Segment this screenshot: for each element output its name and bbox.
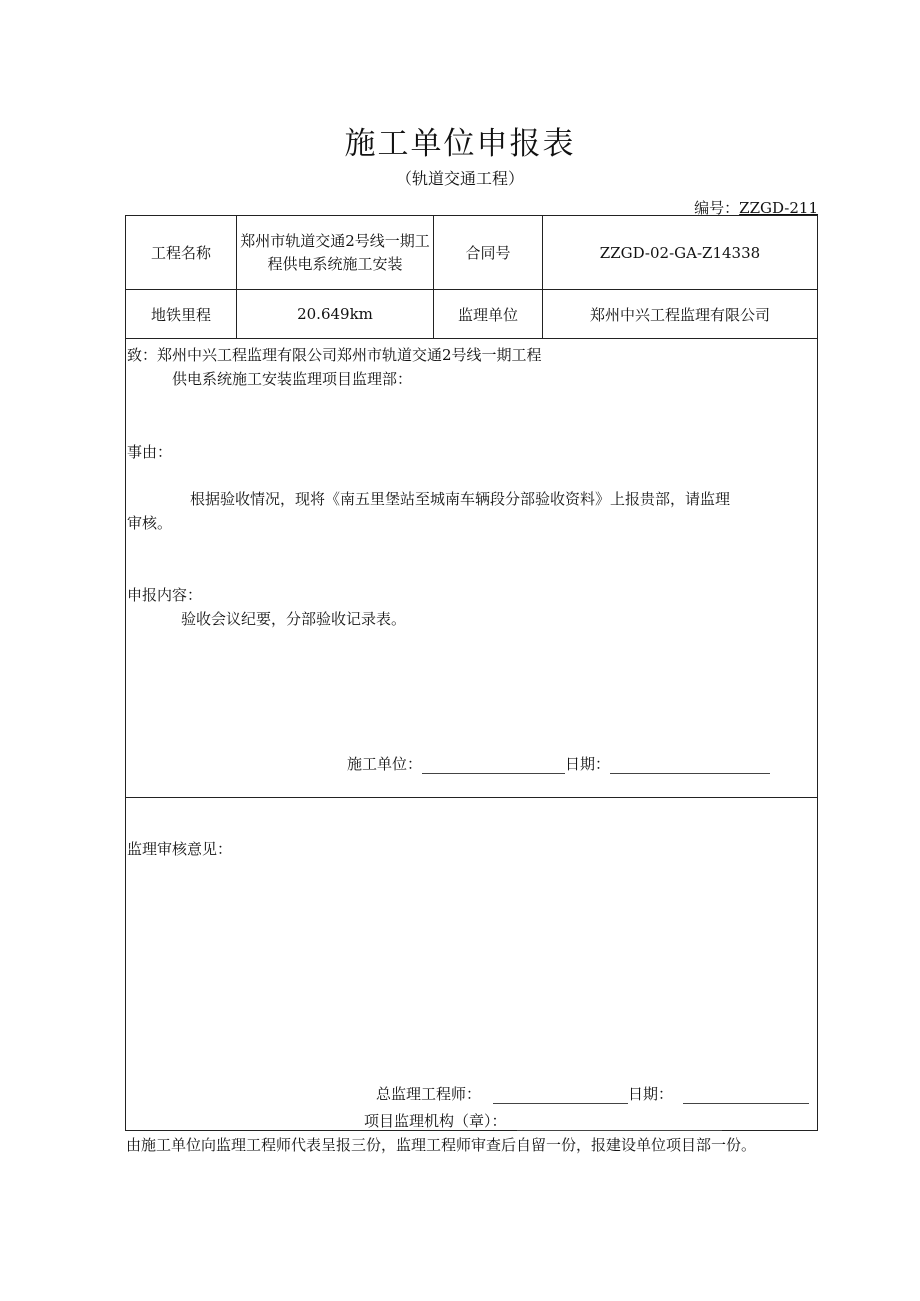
project-name-label: 工程名称 <box>150 244 211 262</box>
review-date-field[interactable] <box>683 1087 809 1104</box>
contract-number-value: ZZGD-02-GA-Z14338 <box>599 243 761 262</box>
metro-mileage-value: 20.649km <box>297 305 373 323</box>
reason-label: 事由： <box>127 443 173 461</box>
contract-number-label: 合同号 <box>465 244 511 262</box>
metro-mileage-label: 地铁里程 <box>150 305 211 324</box>
reason-text-line-2: 审核。 <box>127 514 173 532</box>
application-date-label: 日期： <box>565 755 611 773</box>
document-number-value: ZZGD-211 <box>739 199 818 217</box>
agency-seal-field[interactable] <box>517 1114 722 1131</box>
chief-engineer-signature-row <box>376 1083 809 1104</box>
supervision-unit-value: 郑州中兴工程监理有限公司 <box>589 305 770 324</box>
content-label: 申报内容： <box>127 586 203 604</box>
agency-label: 项目监理机构（章）： <box>364 1112 507 1130</box>
chief-engineer-label: 总监理工程师： <box>376 1085 482 1103</box>
contractor-signature-field[interactable] <box>422 757 565 774</box>
review-opinion-label: 监理审核意见： <box>127 840 233 858</box>
row-divider <box>125 338 818 339</box>
addressee-line-2: 供电系统施工安装监理项目监理部： <box>172 370 413 388</box>
contractor-signature-row <box>347 753 770 774</box>
content-text: 验收会议纪要，分部验收记录表。 <box>181 610 407 628</box>
application-date-field[interactable] <box>610 757 770 774</box>
project-name-value: 郑州市轨道交通2号线一期工程供电系统施工安装 <box>240 231 430 273</box>
reason-text-line-1: 根据验收情况，现将《南五里堡站至城南车辆段分部验收资料》上报贵部，请监理 <box>190 490 731 508</box>
supervision-unit-label: 监理单位 <box>457 305 518 324</box>
footer-note: 由施工单位向监理工程师代表呈报三份，监理工程师审查后自留一份，报建设单位项目部一份。 <box>126 1136 757 1154</box>
page-subtitle: （轨道交通工程） <box>395 169 524 188</box>
review-date-label: 日期： <box>628 1085 674 1103</box>
contractor-label: 施工单位： <box>347 755 423 773</box>
addressee-line-1: 致：郑州中兴工程监理有限公司郑州市轨道交通2号线一期工程 <box>127 346 542 364</box>
agency-seal-row <box>364 1110 722 1131</box>
page-title: 施工单位申报表 <box>344 126 576 162</box>
document-number-label: 编号： <box>694 199 740 217</box>
row-divider <box>125 797 818 798</box>
chief-engineer-signature-field[interactable] <box>493 1087 628 1104</box>
